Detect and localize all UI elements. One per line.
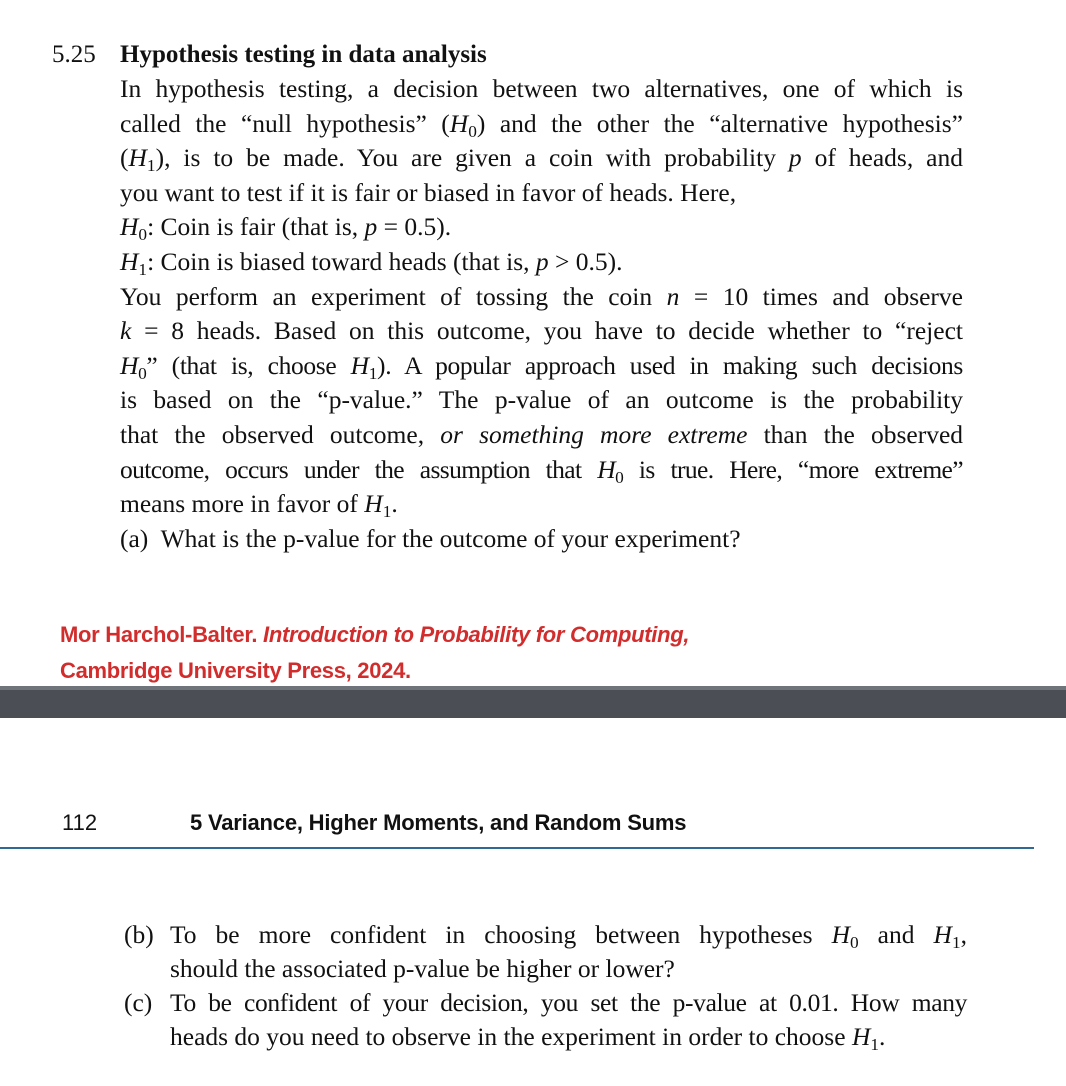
part-b-label: (b) — [124, 920, 154, 949]
problem-number: 5.25 — [52, 41, 96, 68]
problem-title: Hypothesis testing in data analysis — [120, 41, 487, 68]
citation-book-title: Introduction to Probability for Computing, — [263, 622, 690, 647]
citation-publisher: Cambridge University Press, 2024. — [60, 658, 411, 683]
continued-parts — [124, 918, 967, 1054]
statement-line-10: is based on the “p-value.” The p-value of an outcome is the probability — [120, 385, 963, 415]
part-c — [124, 986, 967, 1054]
cut-off-previous-line — [0, 0, 1066, 6]
part-a — [120, 522, 963, 557]
part-a-label: (a) — [120, 523, 149, 553]
statement-line-8: k = 8 heads. Based on this outcome, you have to decide whether to “reject — [120, 316, 963, 346]
statement-line-3: $(H_1)$, is to be made. You are given a coin with probability p of heads, and — [120, 143, 963, 176]
statement-line-2: called the “null hypothesis” $(H_0)$ and the other the “alternative hypothesis” — [120, 108, 963, 141]
page-divider-bar — [0, 686, 1066, 718]
book-citation — [60, 617, 689, 689]
statement-line-4: you want to test if it is fair or biased in favor of heads. Here, — [120, 177, 737, 207]
part-b-line-1: To be more confident in choosing between hypotheses $H_0$ and $H_1$, — [170, 920, 967, 952]
statement-line-13: means more in favor of $H_1$. — [120, 489, 398, 521]
part-a-text: What is the p-value for the outcome of your experiment? — [160, 523, 741, 553]
hypothesis-h0: $H_0$: Coin is fair (that is, p = 0.5). — [120, 212, 452, 245]
part-b-line-2: should the associated p-value be higher or lower? — [170, 954, 675, 983]
part-b — [124, 918, 967, 986]
hypothesis-h1: $H_1$: Coin is biased toward heads (that is, p > 0.5). — [120, 246, 623, 279]
page-number: 112 — [62, 810, 98, 835]
chapter-running-head: 5 Variance, Higher Moments, and Random Sums — [190, 810, 687, 835]
statement-line-9: $H_0$” (that is, choose $H_1$). A popular approach used in making such decisions — [120, 350, 963, 383]
part-c-line-2: heads do you need to observe in the experiment in order to choose $H_1$. — [170, 1022, 886, 1054]
citation-author: Mor Harchol-Balter. — [60, 622, 258, 647]
part-c-line-1: To be confident of your decision, you set the p-value at 0.01. How many — [170, 988, 967, 1017]
header-rule — [0, 847, 1034, 849]
statement-line-7: You perform an experiment of tossing the coin n = 10 times and observe — [120, 281, 963, 311]
statement-line-11: that the observed outcome, or something more extreme than the observed — [120, 419, 964, 449]
problem-statement — [120, 72, 963, 556]
statement-line-12: outcome, occurs under the assumption that $H_0$ is true. Here, “more extreme” — [120, 454, 963, 487]
statement-line-1: In hypothesis testing, a decision between two alternatives, one of which is — [120, 74, 963, 103]
part-c-label: (c) — [124, 988, 153, 1017]
